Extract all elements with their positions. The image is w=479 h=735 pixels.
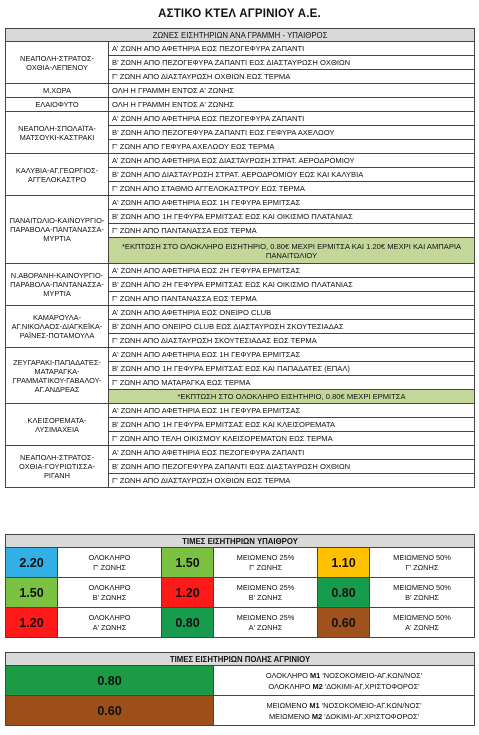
zone-description: ΟΛΗ Η ΓΡΑΜΜΗ ΕΝΤΟΣ Α' ΖΩΝΗΣ: [109, 98, 475, 112]
rural-price-row: [6, 608, 475, 638]
line-name: Ν.ΑΒΟΡΑΝΗ-ΚΑΙΝΟΥΡΓΙΟ-ΠΑΡΑΒΟΛΑ-ΠΑΝΤΑΝΑΣΣΑ-ΜΥΡΤΙΑ: [6, 264, 109, 306]
price-label: [58, 548, 162, 578]
zone-description: Α' ΖΩΝΗ ΑΠΟ ΑΦΕΤΗΡΙΑ ΕΩΣ ΠΕΖΟΓΕΦΥΡΑ ΖΑΠΑΝΤΙ: [109, 446, 475, 460]
zone-description: ΟΛΗ Η ΓΡΑΜΜΗ ΕΝΤΟΣ Α' ΖΩΝΗΣ: [109, 84, 475, 98]
price-cell: 1.20: [162, 578, 214, 608]
zone-description: Γ' ΖΩΝΗ ΑΠΟ ΠΑΝΤΑΝΑΣΣΑ ΕΩΣ ΤΕΡΜΑ: [109, 292, 475, 306]
route-line: [214, 681, 474, 692]
zone-row: [6, 154, 475, 168]
rural-price-row: [6, 578, 475, 608]
route-line: [214, 711, 474, 722]
zone-row: [6, 264, 475, 278]
city-prices-table: [5, 652, 475, 726]
zone-description: Α' ΖΩΝΗ ΑΠΟ ΑΦΕΤΗΡΙΑ ΕΩΣ ΠΕΖΟΓΕΦΥΡΑ ΖΑΠΑΝΤΙ: [109, 112, 475, 126]
fare-type: ΟΛΟΚΛΗΡΟ: [88, 582, 131, 592]
city-price-row: [6, 696, 475, 726]
price-label: [58, 578, 162, 608]
fare-type: ΜΕΙΩΜΕΝΟ 50%: [393, 552, 451, 562]
zone-description: Β' ΖΩΝΗ ΑΠΟ ΠΕΖΟΓΕΦΥΡΑ ΖΑΠΑΝΤΙ ΕΩΣ ΔΙΑΣΤΑΥΡΩΣΗ ΟΧΘΙΩΝ: [109, 460, 475, 474]
route-name: 'ΔΟΚΙΜΙ-ΑΓ.ΧΡΙΣΤΟΦΟΡΟΣ': [322, 681, 420, 691]
fare-zone: Α' ΖΩΝΗΣ: [248, 622, 283, 632]
price-label: [370, 548, 475, 578]
zone-row: [6, 42, 475, 56]
price-cell: 0.60: [6, 696, 214, 726]
line-name: Μ.ΧΩΡΑ: [6, 84, 109, 98]
route-name: 'ΝΟΣΟΚΟΜΕΙΟ-ΑΓ.ΚΩΝ/ΝΟΣ': [320, 670, 423, 680]
zone-row: [6, 196, 475, 210]
line-name: ΖΕΥΓΑΡΑΚΙ-ΠΑΠΑΔΑΤΕΣ-ΜΑΤΑΡΑΓΚΑ-ΓΡΑΜΜΑΤΙΚΟΥ-ΓΑΒΑΛΟΥ-ΑΓ.ΑΝΔΡΕΑΣ: [6, 348, 109, 404]
price-cell: 1.50: [162, 548, 214, 578]
zone-row: [6, 84, 475, 98]
fare-zone: Β' ΖΩΝΗΣ: [405, 592, 439, 602]
fare-type: ΜΕΙΩΜΕΝΟ 50%: [393, 582, 451, 592]
discount-note: *ΕΚΠΤΩΣΗ ΣΤΟ ΟΛΟΚΛΗΡΟ ΕΙΣΗΤΗΡΙΟ, 0.80€ ΜΕΧΡΙ ΕΡΜΙΤΣΑ: [109, 390, 475, 404]
zone-row: [6, 98, 475, 112]
line-name: ΠΑΝΑΙΤΩΛΙΟ-ΚΑΙΝΟΥΡΓΙΟ-ΠΑΡΑΒΟΛΑ-ΠΑΝΤΑΝΑΣΣΑ-ΜΥΡΤΙΑ: [6, 196, 109, 264]
city-route-label: [214, 696, 475, 726]
route-code: Μ1: [309, 700, 320, 710]
zone-description: Γ' ΖΩΝΗ ΑΠΟ ΓΕΦΥΡΑ ΑΧΕΛΩΟΥ ΕΩΣ ΤΕΡΜΑ: [109, 140, 475, 154]
zone-description: Α' ΖΩΝΗ ΑΠΟ ΑΦΕΤΗΡΙΑ ΕΩΣ ΟΝΕΙΡΟ CLUB: [109, 306, 475, 320]
fare-type: ΜΕΙΩΜΕΝΟ 50%: [393, 612, 451, 622]
price-cell: 1.10: [318, 548, 370, 578]
fare-zone: Β' ΖΩΝΗΣ: [248, 592, 283, 602]
city-prices-header: ΤΙΜΕΣ ΕΙΣΗΤΗΡΙΩΝ ΠΟΛΗΣ ΑΓΡΙΝΙΟΥ: [6, 653, 475, 666]
fare-zone: Γ' ΖΩΝΗΣ: [405, 562, 439, 572]
zone-description: Γ' ΖΩΝΗ ΑΠΟ ΜΑΤΑΡΑΓΚΑ ΕΩΣ ΤΕΡΜΑ: [109, 376, 475, 390]
zone-description: Β' ΖΩΝΗ ΑΠΟ 1Η ΓΕΦΥΡΑ ΕΡΜΙΤΣΑΣ ΕΩΣ ΚΑΙ ΟΙΚΙΣΜΟ ΠΛΑΤΑΝΙΑΣ: [109, 210, 475, 224]
zone-description: Β' ΖΩΝΗ ΑΠΟ 2Η ΓΕΦΥΡΑ ΕΡΜΙΤΣΑΣ ΕΩΣ ΚΑΙ ΟΙΚΙΣΜΟ ΠΛΑΤΑΝΙΑΣ: [109, 278, 475, 292]
zone-description: Α' ΖΩΝΗ ΑΠΟ ΑΦΕΤΗΡΙΑ ΕΩΣ ΠΕΖΟΓΕΦΥΡΑ ΖΑΠΑΝΤΙ: [109, 42, 475, 56]
route-name: 'ΝΟΣΟΚΟΜΕΙΟ-ΑΓ.ΚΩΝ/ΝΟΣ': [319, 700, 422, 710]
zone-description: Β' ΖΩΝΗ ΑΠΟ 1Η ΓΕΦΥΡΑ ΕΡΜΙΤΣΑΣ ΕΩΣ ΚΑΙ ΚΛΕΙΣΟΡΕΜΑΤΑ: [109, 418, 475, 432]
fare-zone: Α' ΖΩΝΗΣ: [92, 622, 127, 632]
zone-description: Γ' ΖΩΝΗ ΑΠΟ ΤΕΛΗ ΟΙΚΙΣΜΟΥ ΚΛΕΙΣΟΡΕΜΑΤΩΝ ΕΩΣ ΤΕΡΜΑ: [109, 432, 475, 446]
price-cell: 0.60: [318, 608, 370, 638]
fare-type: ΟΛΟΚΛΗΡΟ: [265, 670, 310, 680]
city-price-row: [6, 666, 475, 696]
price-label: [214, 548, 318, 578]
route-name: 'ΔΟΚΙΜΙ-ΑΓ.ΧΡΙΣΤΟΦΟΡΟΣ': [322, 711, 419, 721]
zone-description: Α' ΖΩΝΗ ΑΠΟ ΑΦΕΤΗΡΙΑ ΕΩΣ ΔΙΑΣΤΑΥΡΩΣΗ ΣΤΡΑΤ. ΑΕΡΟΔΡΟΜΙΟΥ: [109, 154, 475, 168]
price-cell: 2.20: [6, 548, 58, 578]
route-code: Μ2: [311, 711, 323, 721]
zone-description: Β' ΖΩΝΗ ΑΠΟ 1Η ΓΕΦΥΡΑ ΕΡΜΙΤΣΑΣ ΕΩΣ ΚΑΙ ΠΑΠΑΔΑΤΕΣ (ΕΠΑΛ): [109, 362, 475, 376]
discount-note: *ΕΚΠΤΩΣΗ ΣΤΟ ΟΛΟΚΛΗΡΟ ΕΙΣΗΤΗΡΙΟ, 0.80€ ΜΕΧΡΙ ΕΡΜΙΤΣΑ ΚΑΙ 1.20€ ΜΕΧΡΙ ΚΑΙ ΑΜΠΑΡΙΑ ΠΑΝΑΙΤΩΛΙΟΥ: [109, 238, 475, 264]
fare-zone: Α' ΖΩΝΗΣ: [405, 622, 439, 632]
zone-description: Α' ΖΩΝΗ ΑΠΟ ΑΦΕΤΗΡΙΑ ΕΩΣ 1Η ΓΕΦΥΡΑ ΕΡΜΙΤΣΑΣ: [109, 196, 475, 210]
line-name: ΚΑΛΥΒΙΑ-ΑΓ.ΓΕΩΡΓΙΟΣ-ΑΓΓΕΛΟΚΑΣΤΡΟ: [6, 154, 109, 196]
fare-zone: Γ' ΖΩΝΗΣ: [249, 562, 282, 572]
zone-description: Β' ΖΩΝΗ ΑΠΟ ΔΙΑΣΤΑΥΡΩΣΗ ΣΤΡΑΤ. ΑΕΡΟΔΡΟΜΙΟΥ ΕΩΣ ΚΑΙ ΚΑΛΥΒΙΑ: [109, 168, 475, 182]
fare-zone: Γ' ΖΩΝΗΣ: [93, 562, 126, 572]
fare-type: ΜΕΙΩΜΕΝΟ 25%: [236, 612, 295, 622]
line-name: ΚΛΕΙΣΟΡΕΜΑΤΑ-ΛΥΣΙΜΑΧΕΙΑ: [6, 404, 109, 446]
rural-price-row: [6, 548, 475, 578]
line-name: ΚΑΜΑΡΟΥΛΑ-ΑΓ.ΝΙΚΟΛΑΟΣ-ΔΙΑΓΚΕΪΚΑ-ΡΑΪΝΕΣ-ΠΟΤΑΜΟΥΛΑ: [6, 306, 109, 348]
zones-table-header: ΖΩΝΕΣ ΕΙΣΗΤΗΡΙΩΝ ΑΝΑ ΓΡΑΜΜΗ - ΥΠΑΙΘΡΟΣ: [6, 29, 475, 42]
fare-zone: Β' ΖΩΝΗΣ: [92, 592, 127, 602]
zone-description: Γ' ΖΩΝΗ ΑΠΟ ΠΑΝΤΑΝΑΣΣΑ ΕΩΣ ΤΕΡΜΑ: [109, 224, 475, 238]
rural-prices-header: ΤΙΜΕΣ ΕΙΣΗΤΗΡΙΩΝ ΥΠΑΙΘΡΟΥ: [6, 535, 475, 548]
route-code: Μ2: [312, 681, 323, 691]
price-label: [370, 578, 475, 608]
zone-row: [6, 112, 475, 126]
city-route-label: [214, 666, 475, 696]
zone-row: [6, 348, 475, 362]
line-name: ΝΕΑΠΟΛΗ-ΣΠΟΛΑΪΤΑ-ΜΑΤΣΟΥΚΙ-ΚΑΣΤΡΑΚΙ: [6, 112, 109, 154]
zone-description: Γ' ΖΩΝΗ ΑΠΟ ΔΙΑΣΤΑΥΡΩΣΗ ΟΧΘΙΩΝ ΕΩΣ ΤΕΡΜΑ: [109, 70, 475, 84]
zone-description: Α' ΖΩΝΗ ΑΠΟ ΑΦΕΤΗΡΙΑ ΕΩΣ 1Η ΓΕΦΥΡΑ ΕΡΜΙΤΣΑΣ: [109, 348, 475, 362]
route-line: [214, 670, 474, 681]
price-cell: 0.80: [162, 608, 214, 638]
zone-row: [6, 306, 475, 320]
price-label: [58, 608, 162, 638]
price-label: [370, 608, 475, 638]
line-name: ΝΕΑΠΟΛΗ-ΣΤΡΑΤΟΣ-ΟΧΘΙΑ-ΓΟΥΡΙΩΤΙΣΣΑ-ΡΙΓΑΝΗ: [6, 446, 109, 488]
price-cell: 1.50: [6, 578, 58, 608]
price-cell: 1.20: [6, 608, 58, 638]
zone-description: Β' ΖΩΝΗ ΑΠΟ ΟΝΕΙΡΟ CLUB ΕΩΣ ΔΙΑΣΤΑΥΡΩΣΗ ΣΚΟΥΤΕΣΙΑΔΑΣ: [109, 320, 475, 334]
zone-row: [6, 446, 475, 460]
fare-type: ΟΛΟΚΛΗΡΟ: [88, 552, 131, 562]
zone-description: Α' ΖΩΝΗ ΑΠΟ ΑΦΕΤΗΡΙΑ ΕΩΣ 1Η ΓΕΦΥΡΑ ΕΡΜΙΤΣΑΣ: [109, 404, 475, 418]
fare-type: ΟΛΟΚΛΗΡΟ: [268, 681, 313, 691]
rural-prices-table: [5, 534, 475, 638]
price-cell: 0.80: [6, 666, 214, 696]
fare-type: ΟΛΟΚΛΗΡΟ: [88, 612, 131, 622]
zone-description: Β' ΖΩΝΗ ΑΠΟ ΠΕΖΟΓΕΦΥΡΑ ΖΑΠΑΝΤΙ ΕΩΣ ΔΙΑΣΤΑΥΡΩΣΗ ΟΧΘΙΩΝ: [109, 56, 475, 70]
zone-description: Β' ΖΩΝΗ ΑΠΟ ΠΕΖΟΓΕΦΥΡΑ ΖΑΠΑΝΤΙ ΕΩΣ ΓΕΦΥΡΑ ΑΧΕΛΩΟΥ: [109, 126, 475, 140]
zones-table: [5, 28, 475, 488]
fare-type: ΜΕΙΩΜΕΝΟ: [269, 711, 312, 721]
zone-description: Γ' ΖΩΝΗ ΑΠΟ ΔΙΑΣΤΑΥΡΩΣΗ ΣΚΟΥΤΕΣΙΑΔΑΣ ΕΩΣ ΤΕΡΜΑ: [109, 334, 475, 348]
line-name: ΝΕΑΠΟΛΗ-ΣΤΡΑΤΟΣ-ΟΧΘΙΑ-ΛΕΠΕΝΟΥ: [6, 42, 109, 84]
fare-type: ΜΕΙΩΜΕΝΟ: [266, 700, 310, 710]
price-cell: 0.80: [318, 578, 370, 608]
price-label: [214, 578, 318, 608]
zone-row: [6, 404, 475, 418]
zone-description: Γ' ΖΩΝΗ ΑΠΟ ΔΙΑΣΤΑΥΡΩΣΗ ΟΧΘΙΩΝ ΕΩΣ ΤΕΡΜΑ: [109, 474, 475, 488]
fare-type: ΜΕΙΩΜΕΝΟ 25%: [236, 582, 295, 592]
route-line: [214, 700, 474, 711]
zone-description: Α' ΖΩΝΗ ΑΠΟ ΑΦΕΤΗΡΙΑ ΕΩΣ 2Η ΓΕΦΥΡΑ ΕΡΜΙΤΣΑΣ: [109, 264, 475, 278]
line-name: ΕΛΑΙΟΦΥΤΟ: [6, 98, 109, 112]
price-label: [214, 608, 318, 638]
page-title: ΑΣΤΙΚΟ ΚΤΕΛ ΑΓΡΙΝΙΟΥ Α.Ε.: [158, 8, 321, 20]
fare-type: ΜΕΙΩΜΕΝΟ 25%: [236, 552, 295, 562]
zone-description: Γ' ΖΩΝΗ ΑΠΟ ΣΤΑΘΜΟ ΑΓΓΕΛΟΚΑΣΤΡΟΥ ΕΩΣ ΤΕΡΜΑ: [109, 182, 475, 196]
route-code: Μ1: [310, 670, 321, 680]
